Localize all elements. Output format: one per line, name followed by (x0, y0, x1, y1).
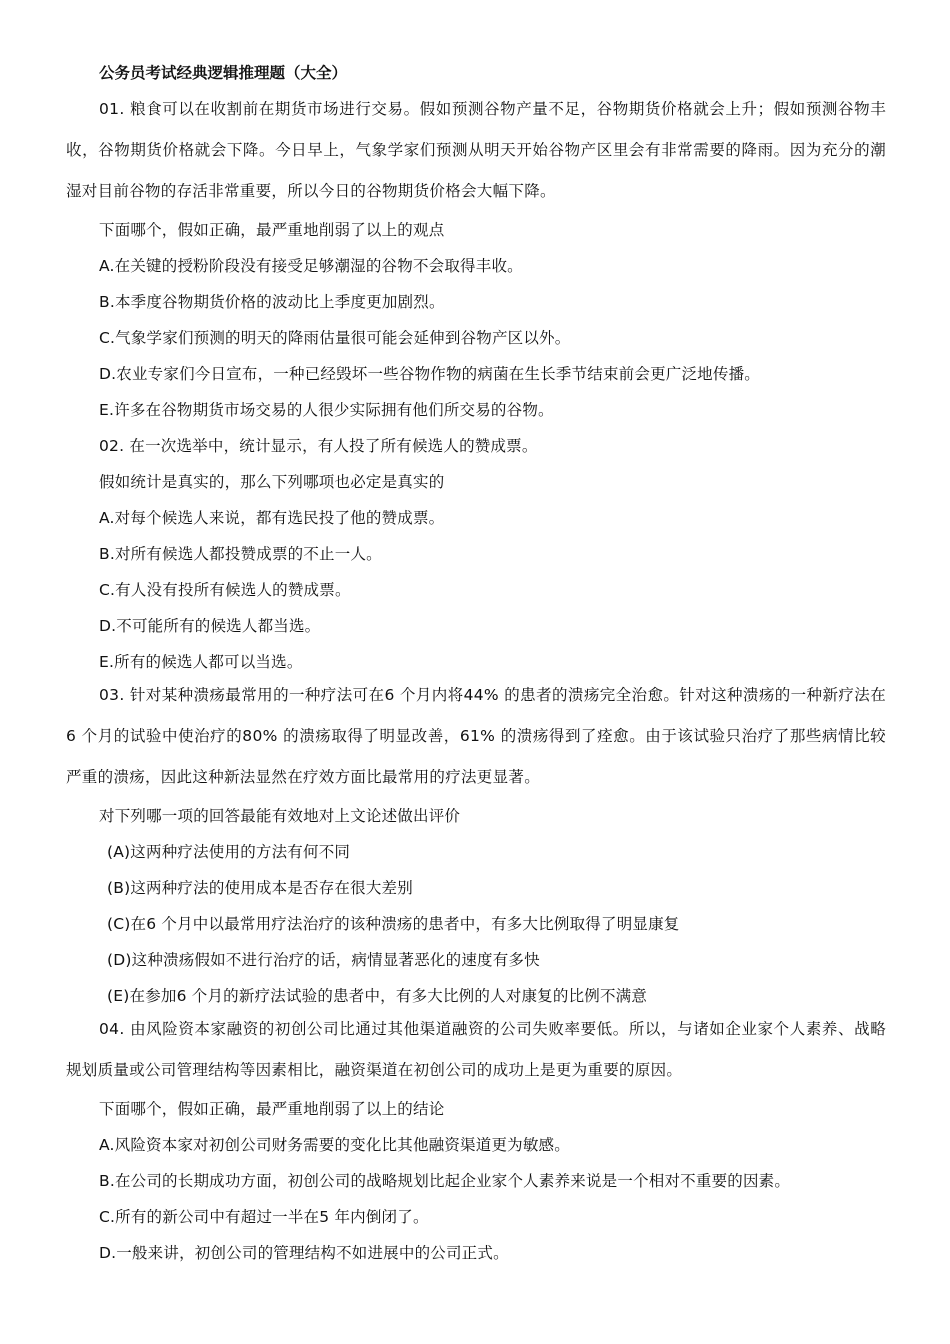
question-3-option-a: (A)这两种疗法使用的方法有何不同 (107, 843, 351, 861)
question-4-stem: 04. 由风险资本家融资的初创公司比通过其他渠道融资的公司失败率要低。所以，与诸如企业家个人素养、战略规划质量或公司管理结构等因素相比，融资渠道在初创公司的成功上是更为重要的原因。 (66, 1020, 886, 1079)
question-4-option-a: A.风险资本家对初创公司财务需要的变化比其他融资渠道更为敏感。 (99, 1136, 570, 1154)
question-3-option-b: (B)这两种疗法的使用成本是否存在很大差别 (107, 879, 413, 897)
question-2-option-d: D.不可能所有的候选人都当选。 (99, 617, 321, 635)
question-2-option-e: E.所有的候选人都可以当选。 (99, 653, 303, 671)
question-3-option-e: (E)在参加6 个月的新疗法试验的患者中，有多大比例的人对康复的比例不满意 (107, 987, 648, 1005)
question-3-prompt: 对下列哪一项的回答最能有效地对上文论述做出评价 (99, 807, 461, 825)
question-1-stem: 01. 粮食可以在收割前在期货市场进行交易。假如预测谷物产量不足，谷物期货价格就会上升；假如预测谷物丰收，谷物期货价格就会下降。今日早上，气象学家们预测从明天开始谷物产区里会有非常需要的降雨。因为充分的潮湿对目前谷物的存活非常重要，所以今日的谷物期货价格会大幅下降。 (66, 100, 886, 200)
question-1-option-d: D.农业专家们今日宣布，一种已经毁坏一些谷物作物的病菌在生长季节结束前会更广泛地传播。 (99, 365, 760, 383)
question-1-option-a: A.在关键的授粉阶段没有接受足够潮湿的谷物不会取得丰收。 (99, 257, 523, 275)
question-1-option-b: B.本季度谷物期货价格的波动比上季度更加剧烈。 (99, 293, 445, 311)
question-4-option-c: C.所有的新公司中有超过一半在5 年内倒闭了。 (99, 1208, 429, 1226)
question-3-option-c: (C)在6 个月中以最常用疗法治疗的该种溃疡的患者中，有多大比例取得了明显康复 (107, 915, 680, 933)
question-2-prompt: 假如统计是真实的，那么下列哪项也必定是真实的 (99, 473, 445, 491)
question-2-option-a: A.对每个候选人来说，都有选民投了他的赞成票。 (99, 509, 445, 527)
question-4-option-d: D.一般来讲，初创公司的管理结构不如进展中的公司正式。 (99, 1244, 509, 1262)
question-3-option-d: (D)这种溃疡假如不进行治疗的话，病情显著恶化的速度有多快 (107, 951, 540, 969)
question-3-stem: 03. 针对某种溃疡最常用的一种疗法可在6 个月内将44% 的患者的溃疡完全治愈。针对这种溃疡的一种新疗法在6 个月的试验中使治疗的80% 的溃疡取得了明显改善，61% 的溃疡得到了痊愈。由于该试验只治疗了那些病情比较严重的溃疡，因此这种新法显然在疗效方面比最常用的疗法更显著。 (66, 686, 886, 786)
question-2-option-c: C.有人没有投所有候选人的赞成票。 (99, 581, 351, 599)
document-title: 公务员考试经典逻辑推理题（大全） (99, 64, 348, 82)
question-1-prompt: 下面哪个，假如正确，最严重地削弱了以上的观点 (99, 221, 445, 239)
question-4-prompt: 下面哪个，假如正确，最严重地削弱了以上的结论 (99, 1100, 445, 1118)
question-2-stem: 02. 在一次选举中，统计显示，有人投了所有候选人的赞成票。 (99, 437, 538, 455)
question-2-option-b: B.对所有候选人都投赞成票的不止一人。 (99, 545, 382, 563)
question-1-option-c: C.气象学家们预测的明天的降雨估量很可能会延伸到谷物产区以外。 (99, 329, 571, 347)
question-4-option-b: B.在公司的长期成功方面，初创公司的战略规划比起企业家个人素养来说是一个相对不重要的因素。 (99, 1172, 791, 1190)
question-1-option-e: E.许多在谷物期货市场交易的人很少实际拥有他们所交易的谷物。 (99, 401, 554, 419)
